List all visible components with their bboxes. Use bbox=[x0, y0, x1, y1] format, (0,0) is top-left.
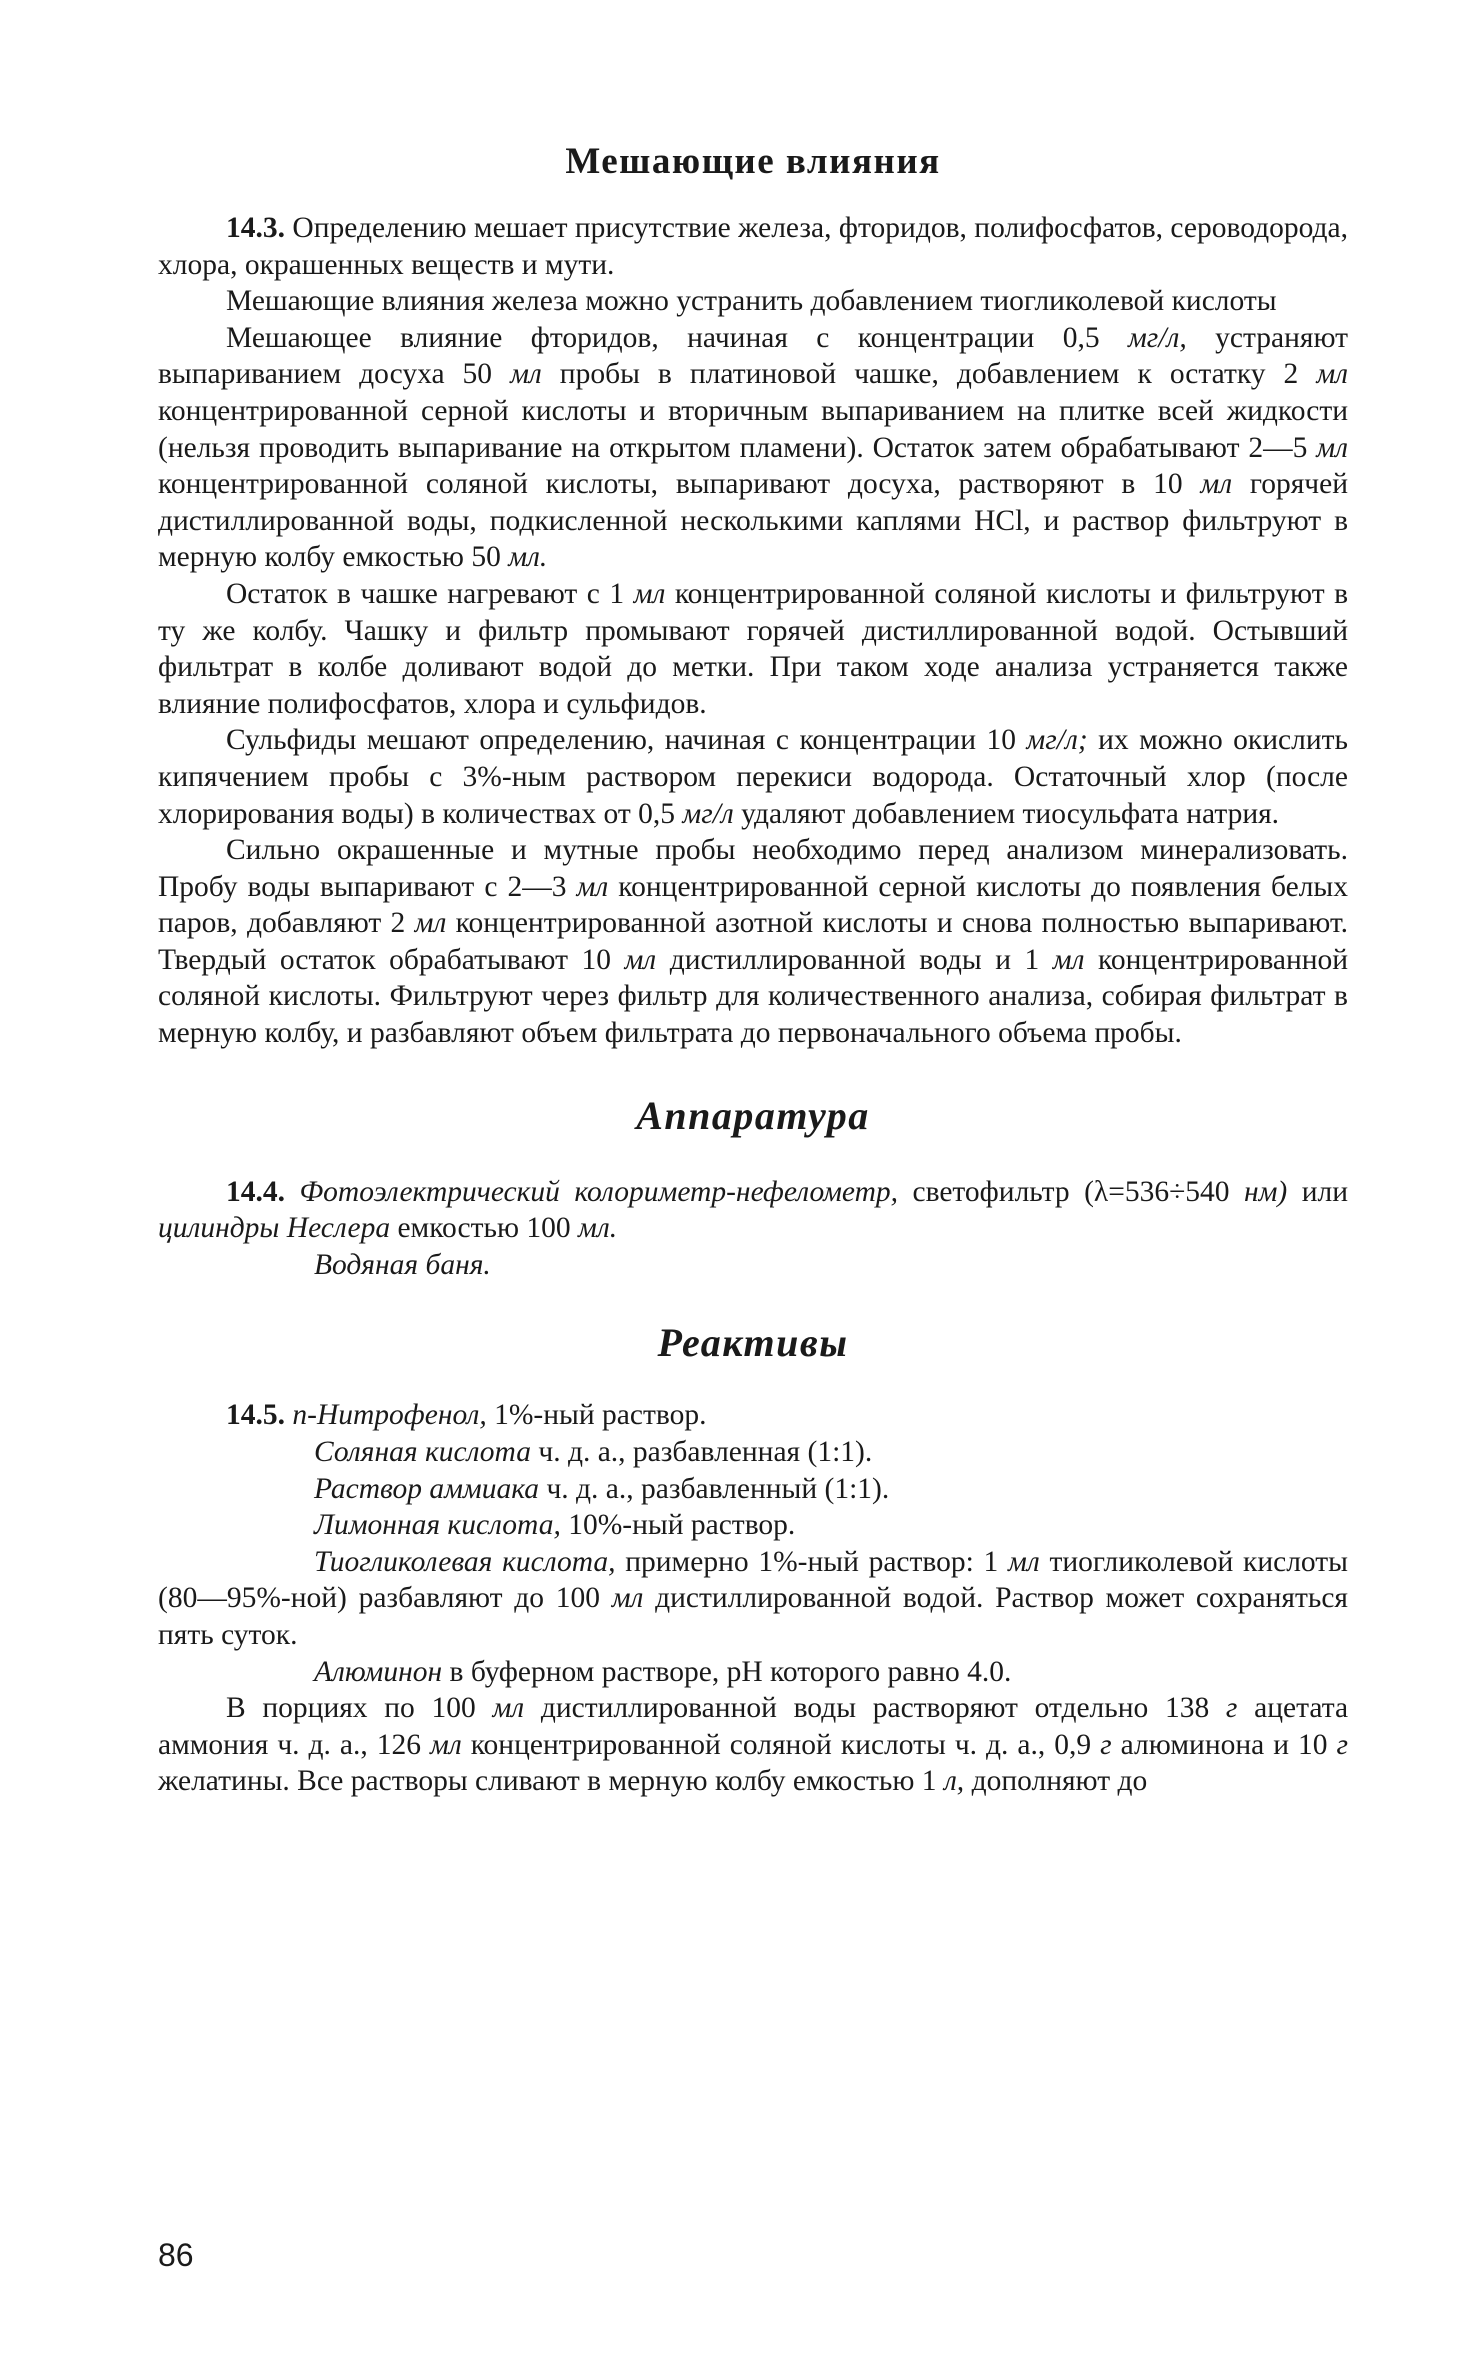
text: Определению мешает присутствие железа, фторидов, полифосфатов, сероводорода, хлора, окрашенных веществ и мути. bbox=[158, 212, 1348, 281]
text: дистиллированной воды и 1 bbox=[669, 943, 1040, 976]
text: концентрированной соляной кислоты и фильтруют в ту же колбу. Чашку и фильтр промывают горячей дистиллированной водой. Остывший фильтрат в колбе доливают водой до метки. При таком ходе анализа устраняется также влияние полифосфатов, хлора и сульфидов. bbox=[158, 577, 1348, 720]
paragraph-sulfides bbox=[158, 722, 1348, 832]
reagent-hcl bbox=[158, 1434, 1348, 1471]
text: Сульфиды мешают определению, начиная с концентрации 10 bbox=[226, 724, 1016, 757]
text: концентрированной соляной кислоты ч. д. а., 0,9 bbox=[470, 1728, 1092, 1761]
text: концентрированной серной кислоты и вторичным выпариванием на плитке всей жидкости (нельзя проводить выпаривание на открытом пламени). Остаток затем обрабатывают 2—5 bbox=[158, 394, 1348, 464]
reagent-aluminon bbox=[158, 1654, 1348, 1691]
unit: мл bbox=[414, 907, 447, 940]
text: Тиогликолевая кислота, bbox=[314, 1545, 616, 1578]
section-number: 14.4. bbox=[226, 1175, 285, 1208]
text: примерно 1%-ный раствор: 1 bbox=[625, 1545, 999, 1578]
heading-reagents: Реактивы bbox=[657, 1320, 849, 1366]
unit: мл bbox=[624, 943, 657, 976]
unit: мл bbox=[430, 1728, 462, 1761]
unit: г bbox=[1225, 1692, 1238, 1725]
unit: л, bbox=[943, 1765, 965, 1798]
paragraph-fluorides bbox=[158, 320, 1348, 576]
text: Раствор аммиака bbox=[314, 1472, 540, 1505]
unit: мл bbox=[576, 870, 609, 903]
text: в буферном растворе, pH которого равно 4.0. bbox=[449, 1655, 1012, 1688]
page-number: 86 bbox=[158, 2237, 194, 2273]
heading-apparatus: Аппаратура bbox=[636, 1092, 870, 1138]
unit: мг/л, bbox=[1127, 321, 1187, 354]
text: светофильтр (λ=536÷540 bbox=[912, 1175, 1230, 1208]
text: желатины. Все растворы сливают в мерную колбу емкостью 1 bbox=[158, 1765, 937, 1798]
reagent-ammonia bbox=[158, 1471, 1348, 1508]
reagent-nitrophenol bbox=[158, 1397, 1348, 1434]
unit: мл. bbox=[508, 541, 548, 574]
text: концентрированной соляной кислоты. Фильтруют через фильтр для количественного анализа, собирая фильтрат в мерную колбу, и разбавляют объем фильтрата до первоначального объема пробы. bbox=[158, 943, 1349, 1050]
section-number: 14.3. bbox=[226, 212, 285, 244]
unit: г bbox=[1100, 1728, 1112, 1761]
unit: нм) bbox=[1243, 1175, 1288, 1208]
text: устраняют выпариванием досуха 50 bbox=[158, 321, 1349, 391]
unit: мл bbox=[633, 577, 666, 610]
text: ацетата аммония ч. д. а., 126 bbox=[158, 1692, 1349, 1761]
text: ч. д. а., разбавленный (1:1). bbox=[546, 1472, 890, 1505]
reagent-thioglycolic bbox=[158, 1544, 1348, 1654]
text: Мешающее влияние фторидов, начиная с концентрации 0,5 bbox=[226, 321, 1100, 354]
unit: мг/л bbox=[682, 797, 734, 830]
heading-interference: Мешающие влияния bbox=[565, 141, 941, 182]
paragraph-14-3-intro bbox=[158, 210, 1348, 283]
text: Сильно окрашенные и мутные пробы необходимо перед анализом минерализовать. Пробу воды выпаривают с 2—3 bbox=[158, 834, 1348, 903]
text: их можно окислить кипячением пробы с 3%-ным раствором перекиси водорода. Остаточный хлор (после хлорирования воды) в количествах от 0,5 bbox=[158, 724, 1348, 830]
paragraph-iron: Мешающие влияния железа можно устранить добавлением тиогликолевой кислоты bbox=[226, 285, 1277, 318]
text: дистиллированной водой. Раствор может сохраняться пять суток. bbox=[158, 1582, 1348, 1651]
text: Соляная кислота bbox=[314, 1436, 531, 1469]
paragraph-aluminon-prep bbox=[158, 1690, 1348, 1800]
text: удаляют добавлением тиосульфата натрия. bbox=[741, 797, 1280, 830]
text: концентрированной соляной кислоты, выпаривают досуха, растворяют в 10 bbox=[158, 468, 1183, 501]
page-body bbox=[158, 140, 1348, 1800]
text: Алюминон bbox=[314, 1655, 443, 1688]
reagent-citric-acid bbox=[158, 1507, 1348, 1544]
unit: мл bbox=[1008, 1545, 1040, 1578]
text: пробы в платиновой чашке, добавлением к остатку 2 bbox=[559, 358, 1299, 391]
unit: мл bbox=[510, 358, 542, 391]
unit: мл bbox=[611, 1582, 644, 1615]
text: концентрированной азотной кислоты и снова полностью выпаривают. Твердый остаток обрабатывают 10 bbox=[158, 907, 1349, 976]
unit: мг/л; bbox=[1026, 724, 1088, 757]
text: В порциях по 100 bbox=[226, 1692, 476, 1725]
unit: мл bbox=[1052, 943, 1085, 976]
text: горячей дистиллированной воды, подкисленной несколькими каплями HCl, и раствор фильтруют в мерную колбу емкостью 50 bbox=[158, 468, 1348, 574]
paragraph-mineralization bbox=[158, 832, 1348, 1052]
text: емкостью 100 bbox=[397, 1212, 571, 1245]
paragraph-14-4 bbox=[158, 1174, 1348, 1247]
unit: мл bbox=[1316, 431, 1348, 464]
unit: мл bbox=[1200, 468, 1233, 501]
unit: мл. bbox=[578, 1212, 618, 1245]
text: или bbox=[1301, 1175, 1348, 1208]
text: Лимонная кислота, bbox=[314, 1509, 561, 1542]
text: п-Нитрофенол, bbox=[292, 1399, 487, 1432]
paragraph-residue bbox=[158, 576, 1348, 722]
unit: г bbox=[1336, 1728, 1349, 1761]
text: тиогликолевой кислоты (80—95%-ной) разбавляют до 100 bbox=[158, 1545, 1348, 1615]
text: Остаток в чашке нагревают с 1 bbox=[226, 577, 625, 610]
text: дистиллированной воды растворяют отдельно 138 bbox=[540, 1692, 1210, 1725]
text: концентрированной серной кислоты до появления белых паров, добавляют 2 bbox=[158, 870, 1349, 940]
unit: мл bbox=[492, 1692, 525, 1725]
text: 10%-ный раствор. bbox=[568, 1509, 796, 1542]
text: ч. д. а., разбавленная (1:1). bbox=[538, 1436, 873, 1469]
text: 1%-ный раствор. bbox=[494, 1399, 707, 1432]
paragraph-water-bath: Водяная баня. bbox=[314, 1248, 491, 1281]
text: цилиндры Неслера bbox=[158, 1212, 391, 1245]
unit: мл bbox=[1316, 358, 1349, 391]
section-number: 14.5. bbox=[226, 1399, 285, 1432]
text: дополняют до bbox=[971, 1765, 1148, 1798]
text: алюминона и 10 bbox=[1120, 1728, 1328, 1761]
text: Фотоэлектрический колориметр-нефелометр, bbox=[299, 1175, 899, 1208]
